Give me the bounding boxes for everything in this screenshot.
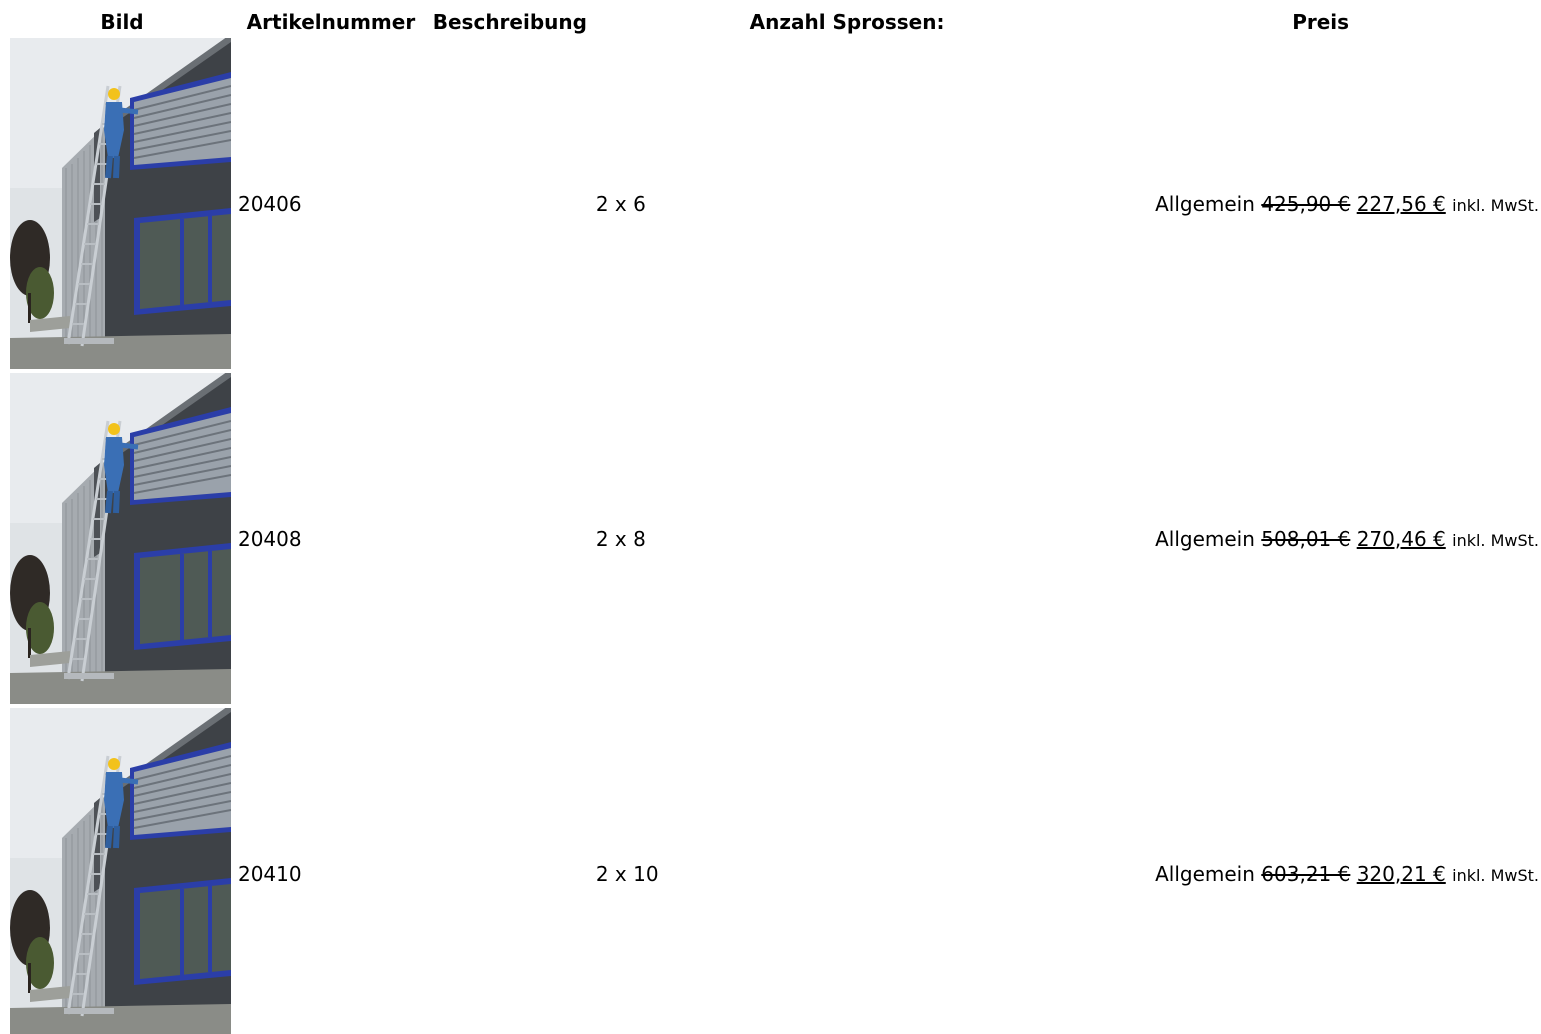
tax-note: inkl. MwSt.: [1452, 195, 1539, 215]
header-article-number: Artikelnummer: [246, 10, 416, 34]
ladder-product-photo[interactable]: [10, 373, 231, 704]
price-group-label: Allgemein: [1155, 861, 1255, 886]
header-description: Beschreibung: [432, 10, 587, 34]
price-cell: [1100, 371, 1541, 706]
price-cell: [1100, 706, 1541, 1034]
rungs-count: 2 x 6: [595, 191, 646, 216]
price-cell: [1100, 36, 1541, 371]
product-image-cell[interactable]: [8, 706, 236, 1034]
new-price-link[interactable]: 270,46 €: [1356, 526, 1446, 551]
article-number: 20406: [237, 191, 302, 216]
table-header-row: [8, 8, 1541, 36]
table-row: [8, 371, 1541, 706]
description: [426, 371, 594, 706]
article-number: 20410: [237, 861, 302, 886]
price-group-label: Allgemein: [1155, 191, 1255, 216]
header-image: Bild: [100, 10, 144, 34]
new-price-link[interactable]: 320,21 €: [1356, 861, 1446, 886]
description: [426, 36, 594, 371]
header-price: Preis: [1292, 10, 1350, 34]
product-image-cell[interactable]: [8, 371, 236, 706]
header-rungs: Anzahl Sprossen:: [749, 10, 945, 34]
article-number: 20408: [237, 526, 302, 551]
new-price-link[interactable]: 227,56 €: [1356, 191, 1446, 216]
rungs-count: 2 x 8: [595, 526, 646, 551]
tax-note: inkl. MwSt.: [1452, 865, 1539, 885]
ladder-product-photo[interactable]: [10, 38, 231, 369]
ladder-product-photo[interactable]: [10, 708, 231, 1034]
old-price: 425,90 €: [1261, 191, 1351, 216]
price-group-label: Allgemein: [1155, 526, 1255, 551]
tax-note: inkl. MwSt.: [1452, 530, 1539, 550]
product-image-cell[interactable]: [8, 36, 236, 371]
old-price: 603,21 €: [1261, 861, 1351, 886]
table-row: [8, 706, 1541, 1034]
table-row: [8, 36, 1541, 371]
old-price: 508,01 €: [1261, 526, 1351, 551]
product-table: [8, 8, 1541, 1034]
rungs-count: 2 x 10: [595, 861, 659, 886]
description: [426, 706, 594, 1034]
